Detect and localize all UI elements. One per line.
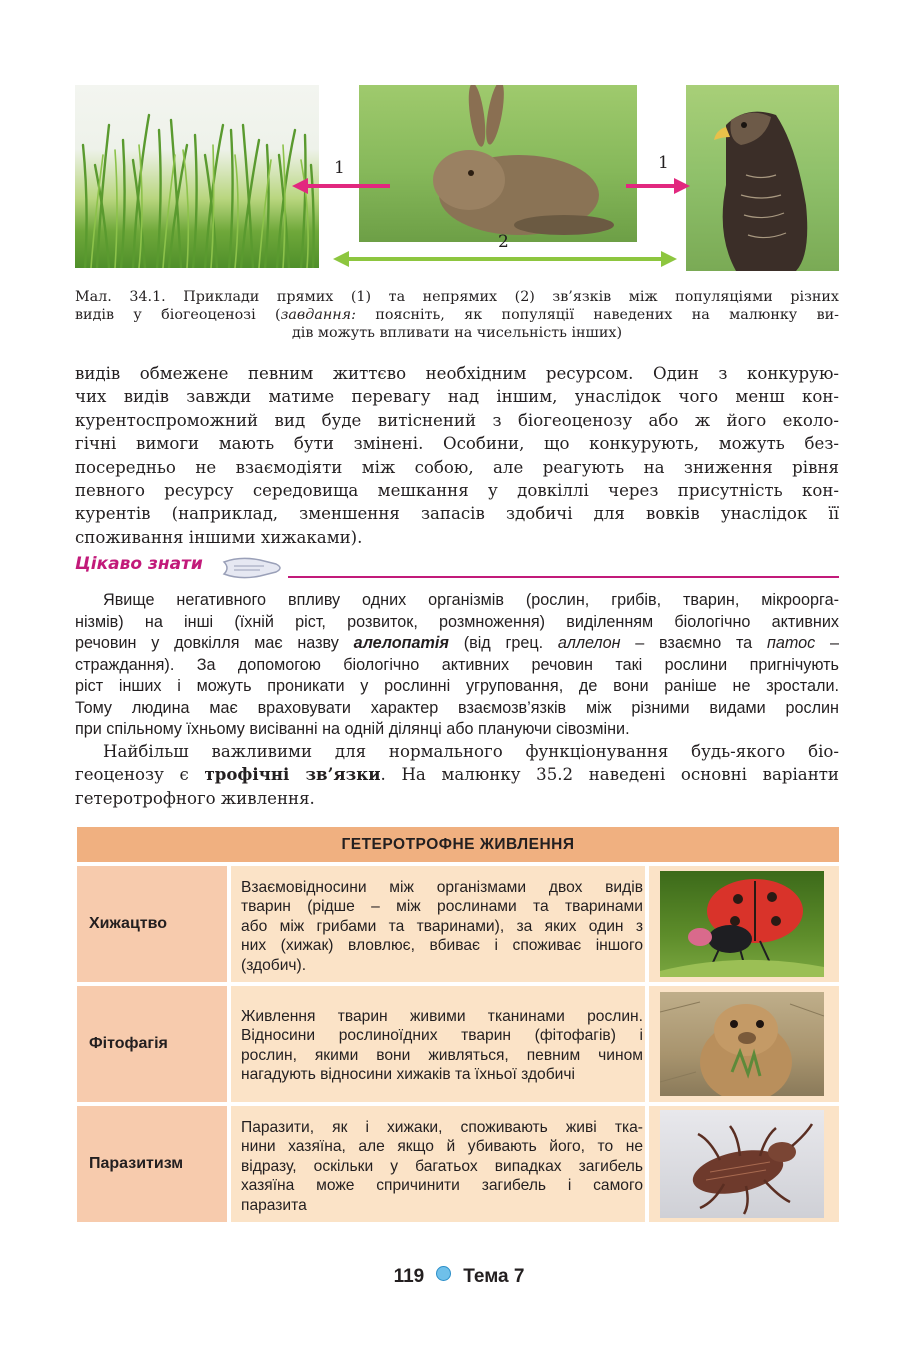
page-number: 119 xyxy=(393,1266,425,1287)
relationship-arrows xyxy=(0,0,918,300)
row-label-parasitism: Паразитизм xyxy=(77,1106,227,1222)
arrow-label-left: 1 xyxy=(334,158,345,178)
indirect-arrow-left-head xyxy=(333,251,349,267)
row-text-phytophagy: Живлення тварин живими тканинами рослин. Відносини рослиноїдних тварин (фітофагів) і рослин, якими вони живляться, певним чином нагадують відносини хижаків та їхньої здобичі xyxy=(231,986,645,1102)
arrow-label-right: 1 xyxy=(658,153,669,173)
paragraph-trophic: Найбільш важливими для нормального функціонування будь-якого біо- геоценозу є трофічні зв’язки. На малюнку 35.2 наведені основні варіанти гетеротрофного живлення. xyxy=(75,742,839,808)
direct-arrow-right-head xyxy=(674,178,690,194)
row-label-phytophagy: Фітофагія xyxy=(77,986,227,1102)
row-image-cell-predation xyxy=(649,866,839,982)
row-text-parasitism: Паразити, як і хижаки, споживають живі тка- нини хазяїна, але якщо й убивають його, то не відразу, оскільки у багатьох випадках загибель хазяїна може спричинити загибель і самого паразита xyxy=(231,1106,645,1222)
cikavo-znaty-title: Цікаво знати xyxy=(75,554,203,574)
table-header: ГЕТЕРОТРОФНЕ ЖИВЛЕННЯ xyxy=(77,827,839,862)
row-image-cell-parasitism xyxy=(649,1106,839,1222)
footer-dot-icon xyxy=(436,1266,451,1281)
cikavo-divider xyxy=(288,576,839,578)
prairie-dog-photo xyxy=(660,992,824,1096)
paragraph-competition: видів обмежене певним життєво необхідним ресурсом. Один з конкурую- чих видів завжди матиме перевагу над іншим, унаслідок чого менш кон- курентоспроможний вид буде витіснений з біогеоценозу або ж його еколо- гічні вимоги мають бути змінені. Особини, що конкурують, можуть без- посередньо не взаємодіяти між собою, але реагують на зниження рівня певного ресурсу середовища мешкання у довкіллі через присутність кон- курентів (наприклад, зменшення запасів здобичі для вовків унаслідок її споживання іншими хижаками). xyxy=(75,364,839,547)
louse-photo xyxy=(660,1110,824,1218)
topic-label: Тема 7 xyxy=(463,1266,525,1287)
arrow-label-bottom: 2 xyxy=(498,232,509,252)
ladybug-photo xyxy=(660,871,824,977)
hand-pointer-icon xyxy=(220,554,288,584)
figure-caption: Мал. 34.1. Приклади прямих (1) та непрямих (2) зв’язків між популяціями різних видів у біогеоценозі (завдання: поясніть, як популяції наведених на малюнку ви- дів можуть впливати на чисельність інших) xyxy=(75,289,839,341)
cikavo-text: Явище негативного впливу одних організмів (рослин, грибів, тварин, мікроорга- нізмів) на інші (їхній ріст, розвиток, розмноження) виділенням біологічно активних речовин у довкілля має назву алелопатія (від грец. аллелон – взаємно та патос – страждання). За допомогою біологічно активних речовин такі рослини пригнічують ріст інших і можуть проникати у рослинні угруповання, де вони раніше не зростали. Тому людина має враховувати характер взаємозв’язків між різними видами рослин при спільному їхньому висіванні на одній ділянці або плануючи сівозміни. xyxy=(75,591,840,738)
page-footer xyxy=(0,1266,918,1288)
row-text-predation: Взаємовідносини між організмами двох видів тварин (рідше – між рослинами та тваринами або між грибами та тваринами), за яких один з них (хижак) вловлює, вбиває і споживає іншого (здобич). xyxy=(231,866,645,982)
row-image-cell-phytophagy xyxy=(649,986,839,1102)
row-label-predation: Хижацтво xyxy=(77,866,227,982)
indirect-arrow-right-head xyxy=(661,251,677,267)
direct-arrow-left-head xyxy=(292,178,308,194)
